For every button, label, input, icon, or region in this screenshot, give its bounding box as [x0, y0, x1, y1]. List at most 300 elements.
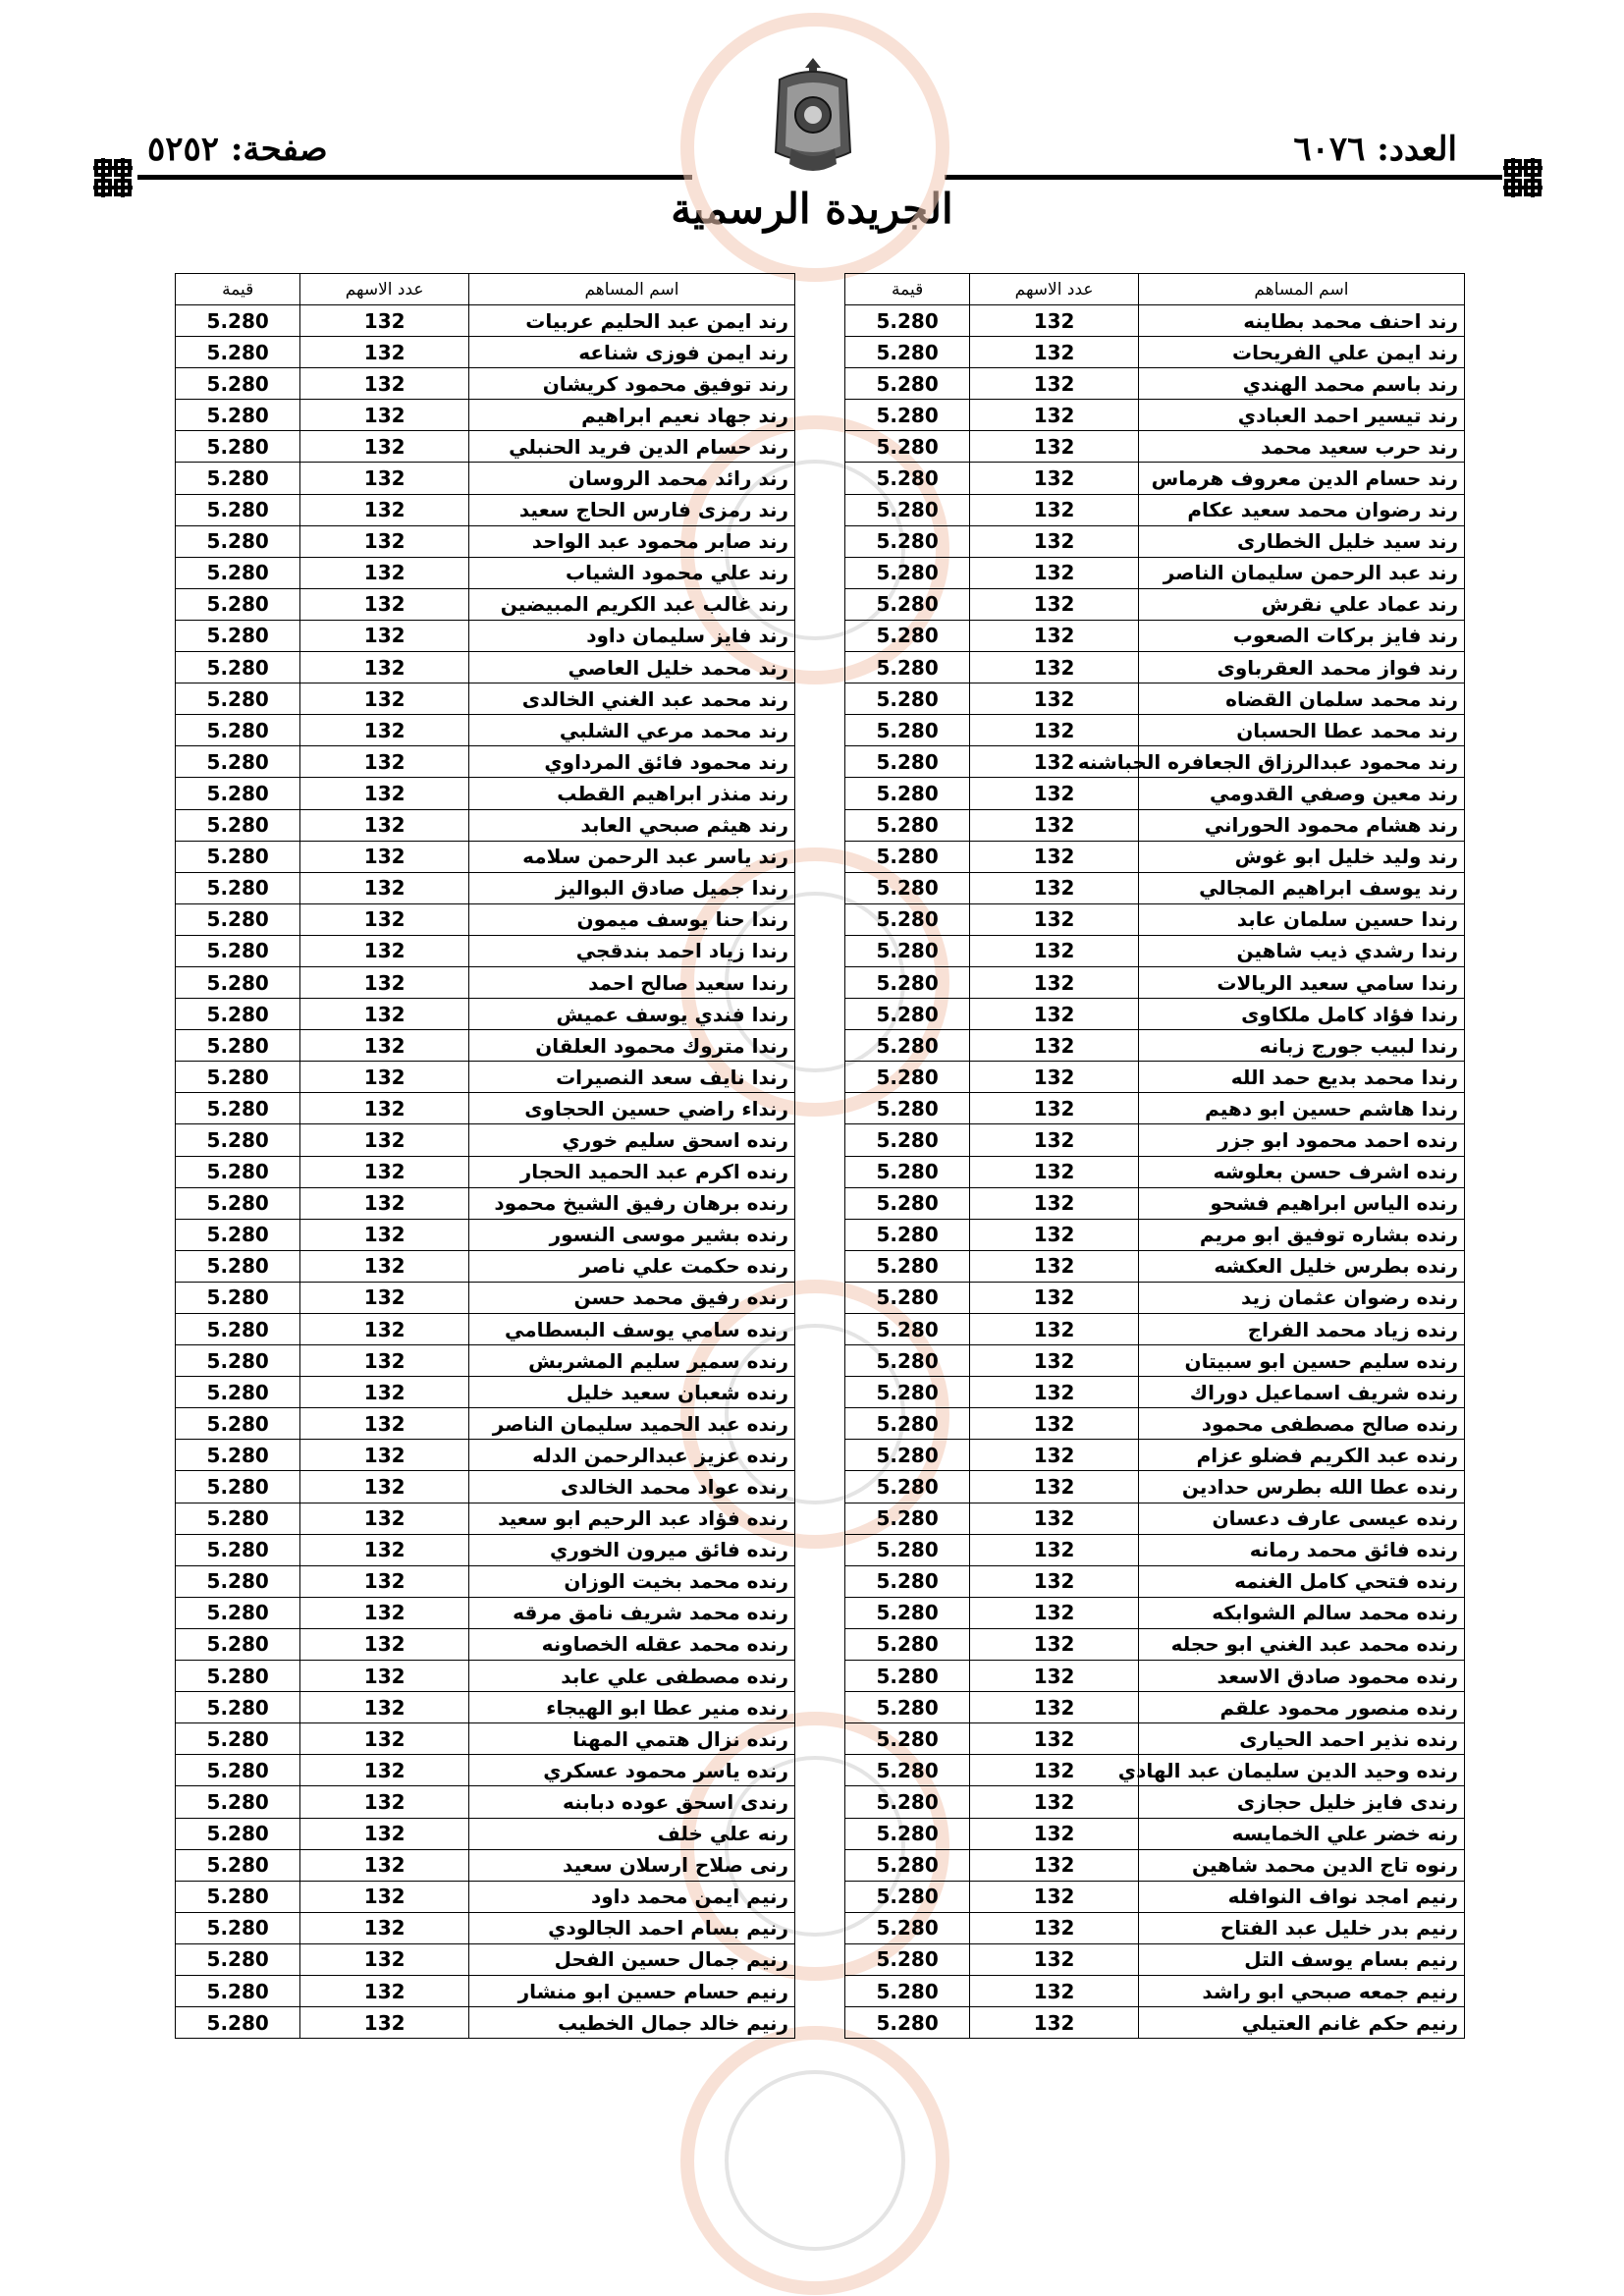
shares-count: 132 [970, 1755, 1139, 1786]
shareholder-name: رنده نذير احمد الحيارى [1138, 1723, 1464, 1755]
table-row [176, 494, 1465, 525]
shareholder-name: رنيم بدر خليل عبد الفتاح [1138, 1912, 1464, 1943]
shares-count: 132 [970, 1124, 1139, 1156]
shares-count: 132 [300, 1282, 469, 1313]
shareholder-name: رند صابر محمود عبد الواحد [468, 525, 794, 557]
shareholder-name: رنده فتحي كامل الغنمه [1138, 1565, 1464, 1597]
share-value: 5.280 [176, 1881, 300, 1912]
shareholder-name: رنده عبد الكريم فضلو عزام [1138, 1440, 1464, 1471]
share-value: 5.280 [844, 683, 969, 715]
shareholder-name: رنده رضوان عثمان زيد [1138, 1282, 1464, 1313]
shareholder-name: رنده شعبان سعيد خليل [468, 1377, 794, 1408]
table-row [176, 400, 1465, 431]
shareholder-name: رند حرب سعيد محمد [1138, 431, 1464, 463]
shares-count: 132 [300, 368, 469, 400]
shareholder-name: رنده سامي يوسف البسطامي [468, 1314, 794, 1345]
table-row [176, 1723, 1465, 1755]
shares-count: 132 [300, 463, 469, 494]
share-value: 5.280 [844, 652, 969, 683]
shareholder-name: رندا محمد بديع حمد الله [1138, 1062, 1464, 1093]
table-row [176, 431, 1465, 463]
shareholder-name: رنيم خالد جمال الخطيب [468, 2007, 794, 2039]
shares-count: 132 [300, 588, 469, 620]
shareholder-name: رنده محمد سالم الشوابكه [1138, 1597, 1464, 1628]
share-value: 5.280 [844, 1881, 969, 1912]
share-value: 5.280 [844, 2007, 969, 2039]
shares-count: 132 [300, 1661, 469, 1692]
share-value: 5.280 [176, 368, 300, 400]
column-gap [795, 274, 845, 305]
shares-count: 132 [970, 1250, 1139, 1282]
shareholder-name: رند محمد مرعي الشلبي [468, 715, 794, 746]
share-value: 5.280 [176, 1912, 300, 1943]
shareholder-name: رنداء راضي حسين الحجاوى [468, 1093, 794, 1124]
shareholder-name: رنده منصور محمود علقم [1138, 1692, 1464, 1723]
share-value: 5.280 [176, 400, 300, 431]
column-gap [795, 1565, 845, 1597]
table-row [176, 999, 1465, 1030]
share-value: 5.280 [844, 1975, 969, 2006]
shareholder-name: رنده نزال هتمي المهنا [468, 1723, 794, 1755]
share-value: 5.280 [176, 463, 300, 494]
table-row [176, 1250, 1465, 1282]
shareholder-name: رنده سليم حسين ابو سبيتان [1138, 1345, 1464, 1377]
shares-count: 132 [300, 1534, 469, 1565]
shares-count: 132 [970, 463, 1139, 494]
column-gap [795, 1377, 845, 1408]
shareholder-name: رند محمود عبدالرزاق الجعافره الحباشنه [1138, 746, 1464, 778]
share-value: 5.280 [176, 935, 300, 966]
shares-count: 132 [970, 1597, 1139, 1628]
column-gap [795, 525, 845, 557]
share-value: 5.280 [176, 1314, 300, 1345]
header-rule-left [137, 175, 692, 180]
share-value: 5.280 [844, 1314, 969, 1345]
share-value: 5.280 [844, 1534, 969, 1565]
share-value: 5.280 [176, 1565, 300, 1597]
shares-count: 132 [970, 1187, 1139, 1219]
column-gap [795, 337, 845, 368]
column-gap [795, 305, 845, 337]
shareholder-name: رنده برهان رفيق الشيخ محمود [468, 1187, 794, 1219]
shares-count: 132 [970, 966, 1139, 998]
table-row [176, 525, 1465, 557]
table-row [176, 1187, 1465, 1219]
table-row [176, 1124, 1465, 1156]
column-gap [795, 1471, 845, 1503]
share-value: 5.280 [176, 2007, 300, 2039]
shares-count: 132 [300, 1943, 469, 1975]
column-gap [795, 809, 845, 841]
share-value: 5.280 [844, 1250, 969, 1282]
share-value: 5.280 [844, 966, 969, 998]
column-gap [795, 1975, 845, 2006]
share-value: 5.280 [176, 809, 300, 841]
column-gap [795, 778, 845, 809]
shares-count: 132 [970, 525, 1139, 557]
share-value: 5.280 [844, 1156, 969, 1187]
table-header-row [176, 274, 1465, 305]
share-value: 5.280 [176, 1250, 300, 1282]
shares-count: 132 [300, 903, 469, 935]
column-gap [795, 1314, 845, 1345]
column-gap [795, 1943, 845, 1975]
share-value: 5.280 [176, 305, 300, 337]
table-row [176, 872, 1465, 903]
shares-count: 132 [970, 1786, 1139, 1818]
shares-count: 132 [970, 1471, 1139, 1503]
share-value: 5.280 [176, 1377, 300, 1408]
share-value: 5.280 [176, 557, 300, 588]
column-gap [795, 1692, 845, 1723]
shareholder-name: رنده محمد عبد الغني ابو حجله [1138, 1628, 1464, 1660]
column-gap [795, 1156, 845, 1187]
shares-count: 132 [300, 525, 469, 557]
share-value: 5.280 [176, 431, 300, 463]
shareholders-table [175, 273, 1465, 2039]
shares-count: 132 [300, 305, 469, 337]
shares-count: 132 [300, 1250, 469, 1282]
share-value: 5.280 [844, 368, 969, 400]
share-value: 5.280 [844, 1597, 969, 1628]
share-value: 5.280 [176, 1692, 300, 1723]
shareholder-name: رندا حنا يوسف ميمون [468, 903, 794, 935]
column-gap [795, 463, 845, 494]
table-row [176, 1314, 1465, 1345]
shareholder-name: رند سيد خليل الخطارى [1138, 525, 1464, 557]
share-value: 5.280 [844, 778, 969, 809]
shareholder-name: رند يوسف ابراهيم المجالي [1138, 872, 1464, 903]
share-value: 5.280 [176, 1471, 300, 1503]
share-value: 5.280 [176, 1345, 300, 1377]
column-gap [795, 1187, 845, 1219]
table-row [176, 2007, 1465, 2039]
column-gap [795, 557, 845, 588]
shareholder-name: رندا هاشم حسين ابو دهيم [1138, 1093, 1464, 1124]
share-value: 5.280 [176, 1534, 300, 1565]
shareholder-name: رنده مصطفى علي عابد [468, 1661, 794, 1692]
share-value: 5.280 [844, 746, 969, 778]
shares-count: 132 [300, 1345, 469, 1377]
shareholder-name: رند حسام الدين فريد الحنبلي [468, 431, 794, 463]
share-value: 5.280 [844, 431, 969, 463]
table-row [176, 1597, 1465, 1628]
share-value: 5.280 [844, 1093, 969, 1124]
share-value: 5.280 [844, 841, 969, 872]
shareholder-name: رنده صالح مصطفى محمود [1138, 1408, 1464, 1440]
shares-count: 132 [970, 1093, 1139, 1124]
shareholder-name: رنده بطرس خليل العكشه [1138, 1250, 1464, 1282]
shareholder-name: رنده فائق محمد رمانه [1138, 1534, 1464, 1565]
shareholder-name: رند هشام محمود الحوراني [1138, 809, 1464, 841]
share-value: 5.280 [844, 1818, 969, 1849]
shareholder-name: رنده فائق ميرون الخوري [468, 1534, 794, 1565]
shares-count: 132 [300, 872, 469, 903]
page-number: صفحة: ٥٢٥٢ [147, 130, 328, 169]
shares-count: 132 [300, 1062, 469, 1093]
share-value: 5.280 [844, 525, 969, 557]
shares-count: 132 [300, 1881, 469, 1912]
share-value: 5.280 [176, 525, 300, 557]
shares-count: 132 [970, 1565, 1139, 1597]
shares-count: 132 [300, 1692, 469, 1723]
share-value: 5.280 [176, 1503, 300, 1534]
table-row [176, 1786, 1465, 1818]
table-row [176, 903, 1465, 935]
shareholder-name: رنده محمود صادق الاسعد [1138, 1661, 1464, 1692]
shares-count: 132 [970, 872, 1139, 903]
shares-count: 132 [970, 588, 1139, 620]
share-value: 5.280 [844, 1912, 969, 1943]
table-row [176, 620, 1465, 651]
shares-count: 132 [300, 494, 469, 525]
table-row [176, 1408, 1465, 1440]
table-row [176, 1345, 1465, 1377]
share-value: 5.280 [844, 1786, 969, 1818]
shareholder-name: رند عماد علي نقرش [1138, 588, 1464, 620]
share-value: 5.280 [844, 620, 969, 651]
column-gap [795, 652, 845, 683]
share-value: 5.280 [176, 337, 300, 368]
column-header-value: قيمة [176, 274, 300, 305]
shares-count: 132 [300, 966, 469, 998]
shareholder-name: رنده عزيز عبدالرحمن الدله [468, 1440, 794, 1471]
column-gap [795, 1755, 845, 1786]
shares-count: 132 [300, 1093, 469, 1124]
shareholder-name: رنده اشرف حسن بعلوشه [1138, 1156, 1464, 1187]
column-gap [795, 494, 845, 525]
table-row [176, 841, 1465, 872]
shareholder-name: رنده حكمت علي ناصر [468, 1250, 794, 1282]
shares-count: 132 [970, 778, 1139, 809]
shareholder-name: رندا سعيد صالح احمد [468, 966, 794, 998]
share-value: 5.280 [176, 1597, 300, 1628]
shareholder-name: رنيم حكم غانم العتيلي [1138, 2007, 1464, 2039]
share-value: 5.280 [844, 1030, 969, 1062]
shares-count: 132 [970, 683, 1139, 715]
shareholder-name: رند رائد محمد الروسان [468, 463, 794, 494]
column-gap [795, 431, 845, 463]
shares-count: 132 [300, 841, 469, 872]
column-header-value: قيمة [844, 274, 969, 305]
shares-count: 132 [300, 1156, 469, 1187]
table-row [176, 1849, 1465, 1881]
table-row [176, 1219, 1465, 1250]
share-value: 5.280 [176, 966, 300, 998]
column-gap [795, 1786, 845, 1818]
shareholder-name: رندا فؤاد كامل ملكاوى [1138, 999, 1464, 1030]
column-gap [795, 1534, 845, 1565]
shareholder-name: رندا جميل صادق البواليز [468, 872, 794, 903]
shareholder-name: رنده عواد محمد الخالدى [468, 1471, 794, 1503]
shareholder-name: رندا فندي يوسف عميش [468, 999, 794, 1030]
shareholder-name: رند جهاد نعيم ابراهيم [468, 400, 794, 431]
shares-count: 132 [300, 620, 469, 651]
shareholder-name: رنده زياد محمد الفراج [1138, 1314, 1464, 1345]
table-row [176, 1565, 1465, 1597]
shares-count: 132 [300, 1124, 469, 1156]
coat-of-arms-icon [766, 54, 860, 180]
share-value: 5.280 [844, 999, 969, 1030]
share-value: 5.280 [844, 1124, 969, 1156]
share-value: 5.280 [844, 1849, 969, 1881]
shareholder-name: رند احنف محمد بطاينه [1138, 305, 1464, 337]
shareholder-name: رنوه تاج الدين محمد شاهين [1138, 1849, 1464, 1881]
shareholder-name: رنده الياس ابراهيم فشحو [1138, 1187, 1464, 1219]
shareholder-name: رندى اسحق عوده دبابنه [468, 1786, 794, 1818]
table-row [176, 809, 1465, 841]
table-row [176, 1030, 1465, 1062]
shares-count: 132 [970, 1692, 1139, 1723]
shareholder-name: رنه علي خلف [468, 1818, 794, 1849]
table-row [176, 1692, 1465, 1723]
shares-count: 132 [300, 746, 469, 778]
share-value: 5.280 [844, 1471, 969, 1503]
column-gap [795, 1030, 845, 1062]
shareholder-name: رنيم جمعه صبحي ابو راشد [1138, 1975, 1464, 2006]
share-value: 5.280 [176, 1975, 300, 2006]
shareholder-name: رند فايز سليمان داود [468, 620, 794, 651]
share-value: 5.280 [844, 1282, 969, 1313]
shares-count: 132 [970, 1503, 1139, 1534]
share-value: 5.280 [844, 1440, 969, 1471]
table-row [176, 966, 1465, 998]
shares-count: 132 [300, 1597, 469, 1628]
share-value: 5.280 [176, 588, 300, 620]
column-gap [795, 1503, 845, 1534]
table-row [176, 463, 1465, 494]
column-gap [795, 588, 845, 620]
shares-count: 132 [970, 809, 1139, 841]
share-value: 5.280 [176, 1219, 300, 1250]
share-value: 5.280 [176, 1661, 300, 1692]
column-gap [795, 400, 845, 431]
share-value: 5.280 [844, 872, 969, 903]
shareholder-name: رند معين وصفي القدومي [1138, 778, 1464, 809]
share-value: 5.280 [844, 1661, 969, 1692]
share-value: 5.280 [844, 1408, 969, 1440]
shares-count: 132 [300, 1912, 469, 1943]
share-value: 5.280 [844, 1565, 969, 1597]
column-gap [795, 1124, 845, 1156]
shareholder-name: رند حسام الدين معروف هرماس [1138, 463, 1464, 494]
share-value: 5.280 [844, 1943, 969, 1975]
shares-count: 132 [970, 1062, 1139, 1093]
shares-count: 132 [300, 683, 469, 715]
page-header [0, 0, 1624, 265]
table-row [176, 337, 1465, 368]
shares-count: 132 [970, 652, 1139, 683]
share-value: 5.280 [844, 1503, 969, 1534]
shares-count: 132 [300, 1755, 469, 1786]
shares-count: 132 [300, 1219, 469, 1250]
table-row [176, 1881, 1465, 1912]
share-value: 5.280 [176, 494, 300, 525]
share-value: 5.280 [844, 903, 969, 935]
shares-count: 132 [970, 1408, 1139, 1440]
share-value: 5.280 [844, 1219, 969, 1250]
column-header-name: اسم المساهم [468, 274, 794, 305]
table-row [176, 588, 1465, 620]
shareholder-name: رنيم بسام احمد الجالودي [468, 1912, 794, 1943]
shares-count: 132 [970, 1345, 1139, 1377]
shares-count: 132 [300, 1408, 469, 1440]
shares-count: 132 [300, 1975, 469, 2006]
shareholder-name: رند غالب عبد الكريم المبيضين [468, 588, 794, 620]
shareholder-name: رند وليد خليل ابو غوش [1138, 841, 1464, 872]
share-value: 5.280 [176, 872, 300, 903]
shareholder-name: رند علي محمود الشياب [468, 557, 794, 588]
shares-count: 132 [970, 999, 1139, 1030]
shares-count: 132 [970, 935, 1139, 966]
column-gap [795, 715, 845, 746]
share-value: 5.280 [844, 1345, 969, 1377]
table-row [176, 1440, 1465, 1471]
shareholder-name: رند رمزى فارس الحاج سعيد [468, 494, 794, 525]
shares-count: 132 [970, 368, 1139, 400]
share-value: 5.280 [844, 809, 969, 841]
column-gap [795, 841, 845, 872]
shares-count: 132 [970, 1975, 1139, 2006]
shareholder-name: رند محمد عطا الحسبان [1138, 715, 1464, 746]
shareholder-name: رنده فؤاد عبد الرحيم ابو سعيد [468, 1503, 794, 1534]
column-gap [795, 1345, 845, 1377]
table-row [176, 1818, 1465, 1849]
column-gap [795, 1818, 845, 1849]
shares-count: 132 [300, 1723, 469, 1755]
shares-count: 132 [970, 1943, 1139, 1975]
shares-count: 132 [970, 1849, 1139, 1881]
shares-count: 132 [300, 431, 469, 463]
table-row [176, 305, 1465, 337]
column-gap [795, 903, 845, 935]
share-value: 5.280 [844, 400, 969, 431]
table-row [176, 1156, 1465, 1187]
shares-count: 132 [300, 1628, 469, 1660]
shares-count: 132 [970, 494, 1139, 525]
share-value: 5.280 [844, 1187, 969, 1219]
shareholder-name: رنده عبد الحميد سليمان الناصر [468, 1408, 794, 1440]
column-gap [795, 872, 845, 903]
share-value: 5.280 [176, 1786, 300, 1818]
shares-count: 132 [300, 557, 469, 588]
share-value: 5.280 [844, 557, 969, 588]
column-gap [795, 2007, 845, 2039]
share-value: 5.280 [176, 683, 300, 715]
share-value: 5.280 [176, 746, 300, 778]
shareholder-name: رند عبد الرحمن سليمان الناصر [1138, 557, 1464, 588]
shareholder-name: رند محمد عبد الغني الخالدى [468, 683, 794, 715]
shareholder-name: رند ايمن فوزى شناعه [468, 337, 794, 368]
column-gap [795, 1597, 845, 1628]
share-value: 5.280 [176, 1628, 300, 1660]
share-value: 5.280 [176, 1408, 300, 1440]
shares-count: 132 [300, 1786, 469, 1818]
shares-count: 132 [300, 1503, 469, 1534]
shareholder-name: رنده اسحق سليم خوري [468, 1124, 794, 1156]
share-value: 5.280 [176, 1124, 300, 1156]
table-row [176, 1503, 1465, 1534]
shareholder-name: رنده بشير موسى النسور [468, 1219, 794, 1250]
column-gap [795, 620, 845, 651]
shares-count: 132 [300, 1314, 469, 1345]
shareholder-name: رندا لبيب جورج زبانه [1138, 1030, 1464, 1062]
column-gap [795, 1440, 845, 1471]
gazette-title: الجريدة الرسمية [671, 185, 953, 233]
column-gap [795, 1912, 845, 1943]
table-row [176, 1912, 1465, 1943]
share-value: 5.280 [176, 620, 300, 651]
